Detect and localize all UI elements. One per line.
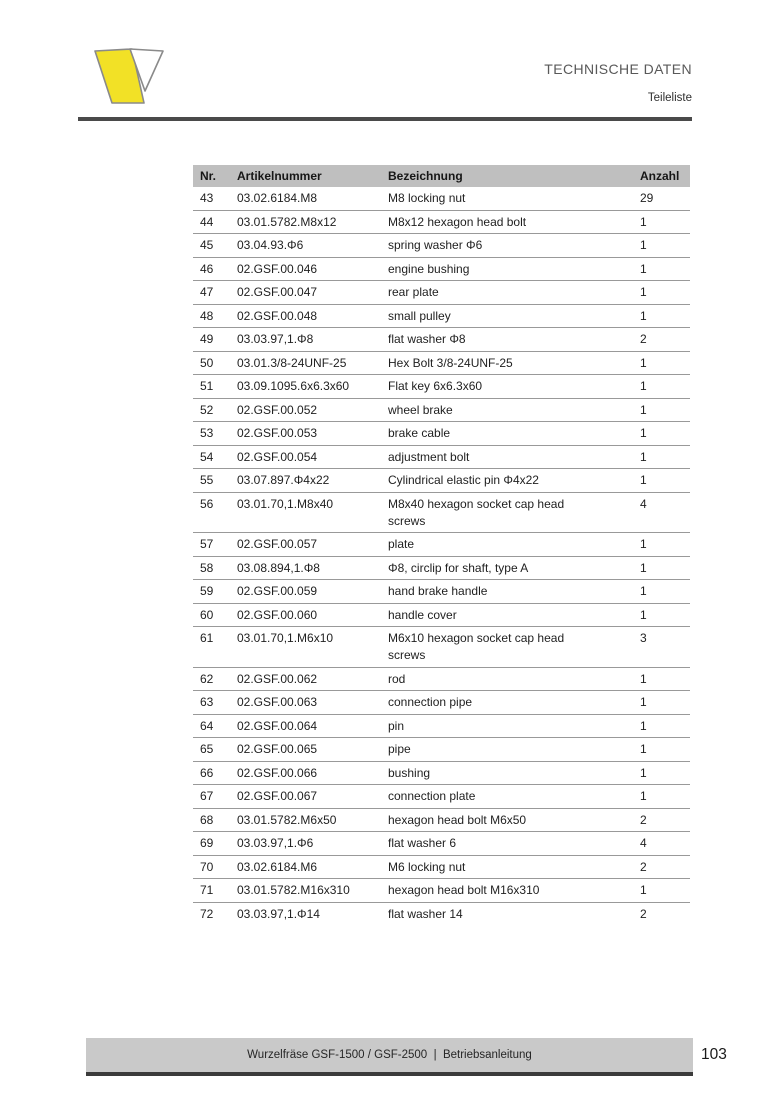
- cell-bezeichnung: M8x40 hexagon socket cap head screws: [388, 496, 565, 528]
- cell-bezeichnung: brake cable: [388, 426, 451, 440]
- cell-bezeichnung: flat washer Φ8: [388, 332, 466, 346]
- cell-bezeichnung: Φ8, circlip for shaft, type A: [388, 560, 529, 575]
- cell-anzahl: 1: [640, 426, 647, 440]
- cell-anzahl: 3: [640, 631, 647, 645]
- cell-anzahl: 2: [640, 332, 647, 346]
- cell-artikelnummer: 03.01.5782.M16x310: [237, 883, 350, 897]
- cell-anzahl: 1: [640, 584, 647, 598]
- table-row: [193, 627, 690, 668]
- cell-anzahl: 1: [640, 560, 647, 575]
- cell-bezeichnung: connection pipe: [388, 695, 473, 709]
- footer-text: Wurzelfräse GSF-1500 / GSF-2500 | Betriebsanleitung: [247, 1049, 532, 1061]
- column-header-anzahl: Anzahl: [633, 165, 690, 187]
- cell-artikelnummer: 02.GSF.00.048: [237, 308, 318, 323]
- cell-nr: 55: [200, 473, 214, 487]
- cell-artikelnummer: 02.GSF.00.060: [237, 607, 318, 622]
- cell-bezeichnung: hand brake handle: [388, 584, 488, 598]
- cell-nr: 58: [200, 560, 214, 575]
- cell-nr: 69: [200, 836, 214, 850]
- table-row: [193, 351, 690, 375]
- cell-bezeichnung: M6 locking nut: [388, 859, 466, 874]
- table-row: [193, 603, 690, 627]
- table-row: [193, 210, 690, 234]
- cell-anzahl: 1: [640, 883, 647, 897]
- cell-bezeichnung: pipe: [388, 742, 411, 756]
- cell-artikelnummer: 02.GSF.00.062: [237, 671, 318, 686]
- cell-bezeichnung: pin: [388, 718, 405, 733]
- table-row: [193, 469, 690, 493]
- table-row: [193, 445, 690, 469]
- cell-anzahl: 1: [640, 308, 647, 323]
- cell-anzahl: 1: [640, 742, 647, 756]
- cell-nr: 50: [200, 355, 214, 370]
- cell-bezeichnung: rod: [388, 671, 406, 686]
- cell-bezeichnung: wheel brake: [388, 402, 453, 417]
- cell-bezeichnung: rear plate: [388, 285, 439, 299]
- cell-nr: 63: [200, 695, 214, 709]
- cell-artikelnummer: 02.GSF.00.066: [237, 765, 318, 780]
- cell-anzahl: 2: [640, 906, 647, 921]
- cell-bezeichnung: handle cover: [388, 607, 457, 622]
- cell-anzahl: 1: [640, 238, 647, 252]
- cell-nr: 64: [200, 718, 214, 733]
- cell-nr: 59: [200, 584, 214, 598]
- table-row: [193, 234, 690, 258]
- cell-bezeichnung: small pulley: [388, 308, 451, 323]
- cell-artikelnummer: 03.07.897.Φ4x22: [237, 473, 330, 487]
- cell-artikelnummer: 02.GSF.00.046: [237, 261, 318, 276]
- table-row: [193, 398, 690, 422]
- table-row: [193, 667, 690, 691]
- cell-artikelnummer: 03.03.97,1.Φ14: [237, 906, 320, 921]
- cell-anzahl: 1: [640, 355, 647, 370]
- cell-bezeichnung: bushing: [388, 765, 431, 780]
- table-row: [193, 304, 690, 328]
- cell-artikelnummer: 02.GSF.00.064: [237, 718, 318, 733]
- cell-anzahl: 1: [640, 765, 647, 780]
- page-subtitle: Teileliste: [647, 92, 692, 104]
- parts-list: [193, 165, 690, 925]
- table-row: [193, 714, 690, 738]
- cell-nr: 68: [200, 812, 214, 827]
- table-row: [193, 761, 690, 785]
- cell-nr: 51: [200, 379, 214, 393]
- cell-anzahl: 29: [640, 191, 654, 205]
- column-header-artikelnummer: Artikelnummer: [230, 165, 381, 187]
- cell-artikelnummer: 03.03.97,1.Φ8: [237, 332, 314, 346]
- cell-anzahl: 1: [640, 379, 647, 393]
- table-row: [193, 808, 690, 832]
- page-number: 103: [701, 1046, 727, 1063]
- cell-nr: 71: [200, 883, 214, 897]
- table-row: [193, 187, 690, 210]
- cell-nr: 47: [200, 285, 214, 299]
- section-title: TECHNISCHE DATEN: [544, 61, 692, 77]
- cell-artikelnummer: 03.01.70,1.M8x40: [237, 496, 334, 511]
- cell-anzahl: 1: [640, 789, 647, 803]
- cell-nr: 54: [200, 449, 214, 464]
- cell-artikelnummer: 03.03.97,1.Φ6: [237, 836, 314, 850]
- cell-anzahl: 1: [640, 671, 647, 686]
- cell-anzahl: 1: [640, 261, 647, 276]
- table-row: [193, 556, 690, 580]
- cell-artikelnummer: 02.GSF.00.067: [237, 789, 318, 803]
- cell-artikelnummer: 03.01.5782.M8x12: [237, 214, 337, 229]
- cell-anzahl: 1: [640, 449, 647, 464]
- table-row: [193, 257, 690, 281]
- cell-bezeichnung: adjustment bolt: [388, 449, 470, 464]
- cell-anzahl: 1: [640, 718, 647, 733]
- table-header-row: [193, 165, 690, 187]
- cell-artikelnummer: 03.01.5782.M6x50: [237, 812, 337, 827]
- cell-nr: 62: [200, 671, 214, 686]
- cell-nr: 65: [200, 742, 214, 756]
- cell-bezeichnung: M8 locking nut: [388, 191, 466, 205]
- cell-nr: 46: [200, 261, 214, 276]
- table-row: [193, 785, 690, 809]
- cell-nr: 60: [200, 607, 214, 622]
- cell-bezeichnung: spring washer Φ6: [388, 238, 483, 252]
- brand-logo-icon: [86, 46, 166, 112]
- table-row: [193, 855, 690, 879]
- cell-nr: 66: [200, 765, 214, 780]
- table-row: [193, 492, 690, 533]
- cell-artikelnummer: 02.GSF.00.052: [237, 402, 318, 417]
- cell-anzahl: 2: [640, 859, 647, 874]
- cell-bezeichnung: hexagon head bolt M16x310: [388, 883, 540, 897]
- parts-table-body: [193, 187, 690, 925]
- cell-artikelnummer: 03.04.93.Φ6: [237, 238, 304, 252]
- cell-nr: 72: [200, 906, 214, 921]
- cell-bezeichnung: connection plate: [388, 789, 476, 803]
- cell-anzahl: 1: [640, 607, 647, 622]
- cell-anzahl: 4: [640, 496, 647, 511]
- cell-anzahl: 1: [640, 214, 647, 229]
- cell-nr: 44: [200, 214, 214, 229]
- table-row: [193, 738, 690, 762]
- cell-nr: 67: [200, 789, 214, 803]
- cell-anzahl: 2: [640, 812, 647, 827]
- column-header-bezeichnung: Bezeichnung: [381, 165, 633, 187]
- cell-anzahl: 4: [640, 836, 647, 850]
- cell-artikelnummer: 02.GSF.00.057: [237, 537, 318, 551]
- cell-artikelnummer: 03.09.1095.6x6.3x60: [237, 379, 350, 393]
- cell-anzahl: 1: [640, 473, 647, 487]
- header-divider: [78, 117, 692, 121]
- cell-nr: 56: [200, 496, 214, 511]
- cell-artikelnummer: 03.01.3/8-24UNF-25: [237, 355, 347, 370]
- cell-bezeichnung: plate: [388, 537, 415, 551]
- cell-artikelnummer: 03.02.6184.M6: [237, 859, 318, 874]
- cell-nr: 57: [200, 537, 214, 551]
- column-header-nr: Nr.: [193, 165, 230, 187]
- cell-artikelnummer: 02.GSF.00.053: [237, 426, 318, 440]
- footer-bar: [86, 1038, 693, 1076]
- table-row: [193, 580, 690, 604]
- cell-nr: 49: [200, 332, 214, 346]
- cell-artikelnummer: 03.08.894,1.Φ8: [237, 560, 320, 575]
- table-row: [193, 281, 690, 305]
- cell-bezeichnung: Cylindrical elastic pin Φ4x22: [388, 473, 539, 487]
- table-row: [193, 328, 690, 352]
- cell-artikelnummer: 02.GSF.00.054: [237, 449, 318, 464]
- table-row: [193, 375, 690, 399]
- table-row: [193, 691, 690, 715]
- cell-nr: 43: [200, 191, 214, 205]
- cell-nr: 48: [200, 308, 214, 323]
- cell-artikelnummer: 02.GSF.00.047: [237, 285, 318, 299]
- table-row: [193, 902, 690, 925]
- cell-anzahl: 1: [640, 285, 647, 299]
- table-row: [193, 533, 690, 557]
- cell-bezeichnung: engine bushing: [388, 261, 470, 276]
- cell-artikelnummer: 02.GSF.00.063: [237, 695, 318, 709]
- cell-bezeichnung: flat washer 14: [388, 906, 463, 921]
- cell-nr: 53: [200, 426, 214, 440]
- cell-artikelnummer: 02.GSF.00.059: [237, 584, 318, 598]
- parts-table: [193, 165, 690, 925]
- cell-nr: 61: [200, 631, 214, 645]
- cell-bezeichnung: hexagon head bolt M6x50: [388, 812, 527, 827]
- cell-bezeichnung: flat washer 6: [388, 836, 457, 850]
- cell-bezeichnung: M6x10 hexagon socket cap head screws: [388, 631, 565, 662]
- cell-nr: 52: [200, 402, 214, 417]
- table-row: [193, 832, 690, 856]
- table-row: [193, 879, 690, 903]
- table-row: [193, 422, 690, 446]
- cell-nr: 45: [200, 238, 214, 252]
- cell-nr: 70: [200, 859, 214, 874]
- cell-anzahl: 1: [640, 695, 647, 709]
- cell-anzahl: 1: [640, 537, 647, 551]
- cell-anzahl: 1: [640, 402, 647, 417]
- cell-artikelnummer: 02.GSF.00.065: [237, 742, 318, 756]
- cell-artikelnummer: 03.02.6184.M8: [237, 191, 318, 205]
- cell-bezeichnung: M8x12 hexagon head bolt: [388, 214, 527, 229]
- cell-bezeichnung: Hex Bolt 3/8-24UNF-25: [388, 355, 513, 370]
- cell-bezeichnung: Flat key 6x6.3x60: [388, 379, 483, 393]
- cell-artikelnummer: 03.01.70,1.M6x10: [237, 631, 334, 645]
